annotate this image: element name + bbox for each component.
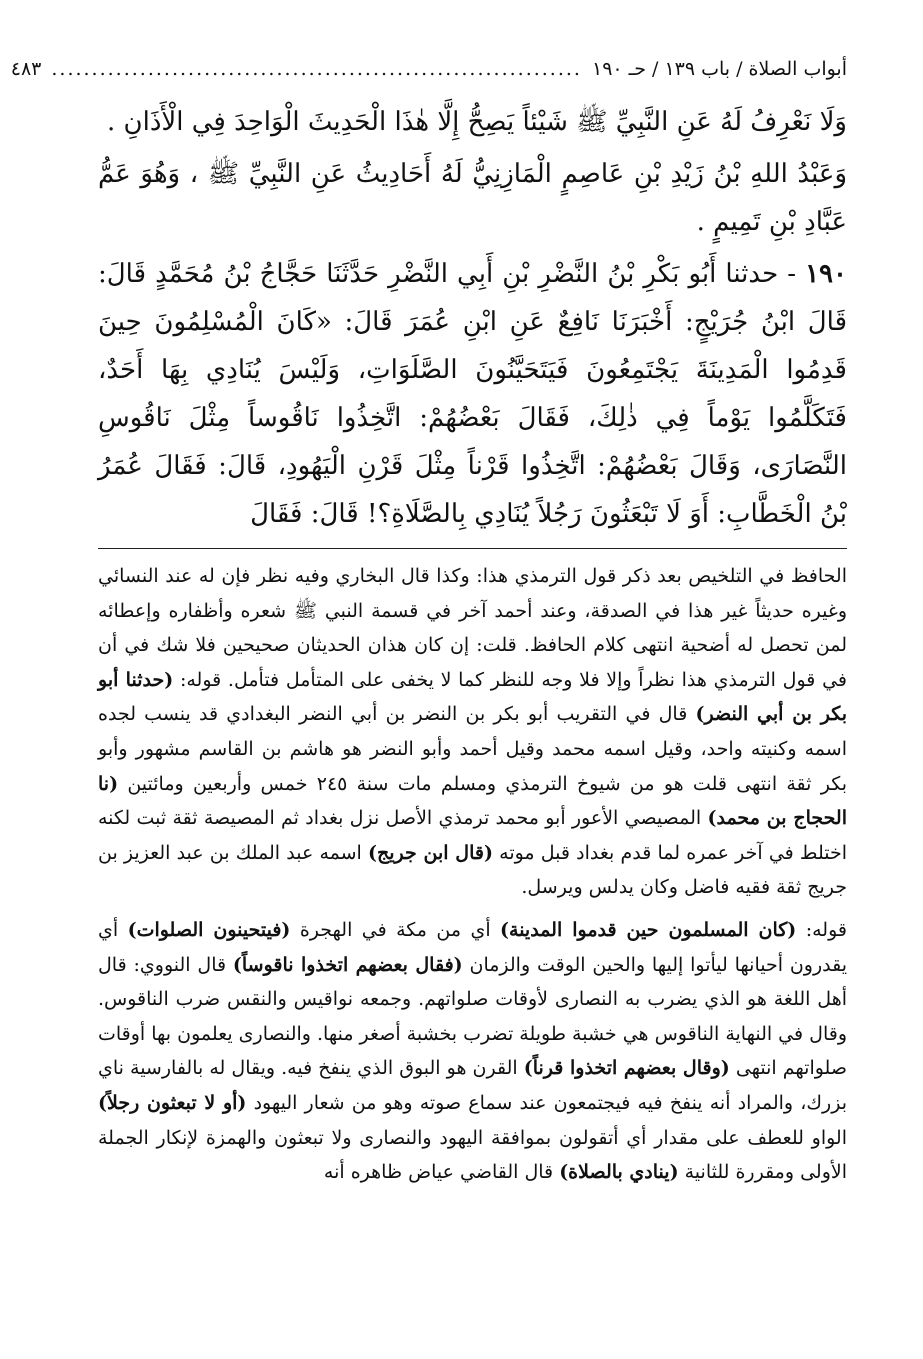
quoted-phrase: (كان المسلمون حين قدموا المدينة) (500, 918, 797, 941)
main-paragraph: وَعَبْدُ اللهِ بْنُ زَيْدِ بْنِ عَاصِمٍ الْمَازِنِيُّ لَهُ أَحَادِيثُ عَنِ النَّبِيِّ ﷺ ، وَهُوَ عَمُّ عَبَّادِ بْنِ تَمِيمٍ . (98, 159, 847, 237)
quoted-phrase: (أو لا تبعثون رجلاً) (98, 1091, 247, 1114)
hadith-paragraph (98, 250, 847, 538)
quoted-phrase: (نا الحجاج بن محمد) (98, 772, 847, 830)
commentary-text: الواو للعطف على مقدار أي أتقولون بموافقة اليهود والنصارى ولا تبعثون والهمزة لإنكار الجملة الأولى ومقررة للثانية (98, 1126, 847, 1184)
commentary-text: قال القاضي عياض ظاهره أنه (323, 1161, 554, 1184)
quoted-phrase: (فيتحينون الصلوات) (127, 918, 291, 941)
quoted-phrase: (حدثنا أبو بكر بن أبي النضر) (98, 668, 848, 726)
commentary-text: قال النووي: قال أهل اللغة هو الذي يضرب به النصارى لأوقات صلواتهم. وجمعه نواقيس والنقس ضرب الناقوس. وقال في النهاية الناقوس هي خشبة طويلة تضرب بخشبة أصغر منها. والنصارى يعلمون بها أوقات صلواتهم انتهى (98, 953, 847, 1080)
quoted-phrase: (ينادي بالصلاة) (559, 1161, 679, 1184)
commentary-text: أي يقدرون أحيانها ليأتوا إليها والحين الوقت والزمان (98, 918, 848, 976)
running-title: أبواب الصلاة / باب ١٣٩ / حـ ١٩٠ (591, 58, 847, 80)
footnote-divider (98, 548, 847, 549)
commentary (98, 559, 847, 1190)
commentary-text: الحافظ في التلخيص بعد ذكر قول الترمذي هذا: وكذا قال البخاري وفيه نظر فإن له عند النسائي وغيره حديثاً غير هذا في الصدقة، وعند أحمد آخر في قسمة النبي ﷺ شعره وأظفاره وإعطائه لمن تحصل له أضحية انتهى كلام الحافظ. قلت: إن كان هذان الحديثان صحيحين فلا شك في أن في قول الترمذي هذا نظراً وإلا فلا وجه للنظر كما لا يخفى على المتأمل فتأمل. قوله: (98, 565, 848, 691)
main-paragraph: وَلَا نَعْرِفُ لَهُ عَنِ النَّبِيِّ ﷺ شَيْئاً يَصِحُّ إِلَّا هٰذَا الْحَدِيثَ الْوَاحِدَ فِي الْأَذَانِ . (106, 107, 847, 137)
commentary-paragraph (98, 913, 847, 1190)
running-header (10, 58, 847, 80)
main-text (98, 98, 847, 538)
commentary-text: اسمه عبد الملك بن عبد العزيز بن جريج ثقة فقيه فاضل وكان يدلس ويرسل. (98, 841, 847, 899)
quoted-phrase: (وقال بعضهم اتخذوا قرناً) (523, 1057, 730, 1080)
page-number: ٤٨٣ (10, 58, 42, 80)
commentary-paragraph (98, 559, 847, 905)
hadith-number: ١٩٠ (805, 259, 847, 289)
quoted-phrase: (قال ابن جريج) (368, 841, 493, 864)
commentary-text: قال في التقريب أبو بكر بن النضر بن أبي النضر البغدادي قد ينسب لجده اسمه وكنيته واحد، وقيل اسمه محمد وقيل أحمد وأبو النضر هو هاشم بن القاسم مشهور وأبو بكر ثقة انتهى قلت هو من شيوخ الترمذي ومسلم مات سنة ٢٤٥ خمس وأربعين ومائتين (98, 703, 847, 795)
hadith-text: - حدثنا أَبُو بَكْرِ بْنُ النَّضْرِ بْنِ أَبِي النَّضْرِ حَدَّثَنَا حَجَّاجُ بْنُ مُحَمَّدٍ قَالَ: قَالَ ابْنُ جُرَيْجٍ: أَخْبَرَنَا نَافِعٌ عَنِ ابْنِ عُمَرَ قَالَ: «كَانَ الْمُسْلِمُونَ حِينَ قَدِمُوا الْمَدِينَةَ يَجْتَمِعُونَ فَيَتَحَيَّنُونَ الصَّلَوَاتِ، وَلَيْسَ يُنَادِي بِهَا أَحَدٌ، فَتَكَلَّمُوا يَوْماً فِي ذٰلِكَ، فَقَالَ بَعْضُهُمْ: اتَّخِذُوا نَاقُوساً مِثْلَ نَاقُوسِ النَّصَارَى، وَقَالَ بَعْضُهُمْ: اتَّخِذُوا قَرْناً مِثْلَ قَرْنِ الْيَهُودِ، قَالَ: فَقَالَ عُمَرُ بْنُ الْخَطَّابِ: أَوَ لَا تَبْعَثُونَ رَجُلاً يُنَادِي بِالصَّلَاةِ؟! قَالَ: فَقَالَ (98, 259, 847, 529)
commentary-text: أي من مكة في الهجرة (299, 918, 491, 941)
quoted-phrase: (فقال بعضهم اتخذوا ناقوساً) (232, 953, 463, 976)
commentary-text: القرن هو البوق الذي ينفخ فيه. ويقال له بالفارسية ناي بزرك، والمراد أنه ينفخ فيه فيجتمعون عند سماع صوته وهو من شعار اليهود (98, 1057, 847, 1114)
commentary-text: المصيصي الأعور أبو محمد ترمذي الأصل نزل بغداد ثم المصيصة ثقة ثبت لكنه اختلط في آخر عمره لما قدم بغداد قبل موته (98, 807, 847, 864)
dotted-leader: .................................................................. (51, 58, 582, 80)
commentary-text: قوله: (805, 918, 847, 941)
